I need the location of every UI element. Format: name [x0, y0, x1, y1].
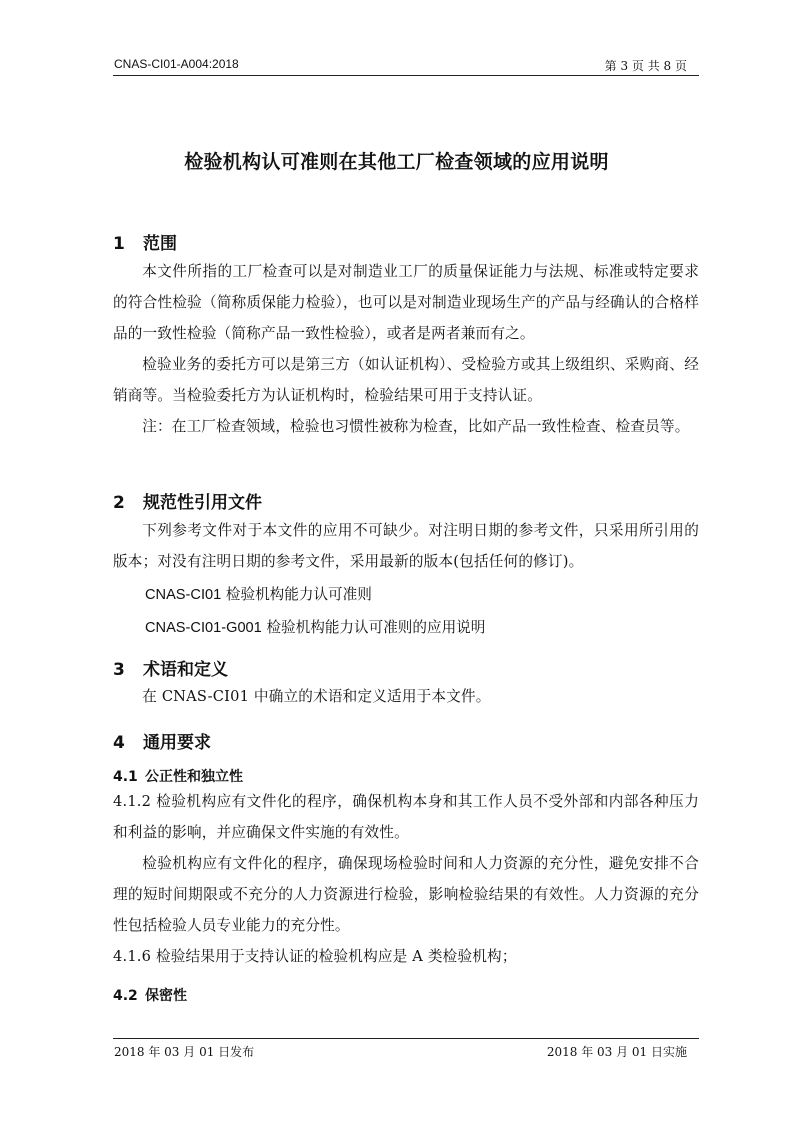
page-number: 第 3 页 共 8 页	[604, 59, 687, 73]
header-divider	[113, 75, 699, 76]
clause-4-1-2: 4.1.2 检验机构应有文件化的程序，确保机构本身和其工作人员不受外部和内部各种压力和利益的影响，并应确保文件实施的有效性。	[113, 793, 699, 841]
reference-code: CNAS-CI01-G001	[145, 620, 262, 636]
section-number: 4	[113, 733, 125, 753]
section-3-paragraph-1: 在 CNAS-CI01 中确立的术语和定义适用于本文件。	[142, 688, 491, 705]
subsection-title: 保密性	[145, 988, 187, 1004]
reference-1	[145, 583, 372, 604]
footer-divider	[113, 1038, 699, 1039]
section-1-paragraph-1: 本文件所指的工厂检查可以是对制造业工厂的质量保证能力与法规、标准或特定要求的符合性检验（简称质保能力检验），也可以是对制造业现场生产的产品与经确认的合格样品的一致性检验（简称产品一致性检验），或者是两者兼而有之。	[113, 263, 699, 342]
subsection-number: 4.2	[113, 988, 138, 1004]
reference-code: CNAS-CI01	[145, 587, 222, 603]
reference-title: 检验机构能力认可准则的应用说明	[266, 619, 486, 636]
implementation-date: 2018 年 03 月 01 日实施	[546, 1045, 687, 1059]
subsection-4-2-heading	[113, 985, 187, 1005]
subsection-number: 4.1	[113, 769, 138, 785]
clause-4-1-2-paragraph-2: 检验机构应有文件化的程序，确保现场检验时间和人力资源的充分性，避免安排不合理的短时间期限或不充分的人力资源进行检验，影响检验结果的有效性。人力资源的充分性包括检验人员专业能力的充分性。	[113, 855, 699, 934]
section-number: 3	[113, 660, 125, 680]
clause-4-1-6: 4.1.6 检验结果用于支持认证的检验机构应是 A 类检验机构；	[113, 948, 517, 965]
subsection-title: 公正性和独立性	[145, 769, 243, 785]
document-code: CNAS-CI01-A004:2018	[114, 57, 239, 71]
reference-title: 检验机构能力认可准则	[225, 586, 372, 603]
section-title: 规范性引用文件	[143, 493, 262, 513]
section-title: 通用要求	[143, 733, 211, 753]
section-1-paragraph-2: 检验业务的委托方可以是第三方（如认证机构）、受检验方或其上级组织、采购商、经销商等。当检验委托方为认证机构时，检验结果可用于支持认证。	[113, 356, 699, 404]
issue-date: 2018 年 03 月 01 日发布	[114, 1045, 255, 1059]
reference-2	[145, 616, 485, 637]
section-2-paragraph-1: 下列参考文件对于本文件的应用不可缺少。对注明日期的参考文件，只采用所引用的版本；对没有注明日期的参考文件，采用最新的版本(包括任何的修订)。	[113, 522, 699, 570]
subsection-4-1-heading	[113, 766, 243, 786]
section-title: 术语和定义	[143, 660, 228, 680]
section-2-heading	[113, 488, 262, 513]
section-4-heading	[113, 728, 211, 753]
section-1-note: 注：在工厂检查领域，检验也习惯性被称为检查，比如产品一致性检查、检查员等。	[142, 418, 690, 435]
section-number: 2	[113, 493, 125, 513]
section-1-heading	[113, 229, 177, 254]
section-number: 1	[113, 234, 125, 254]
section-3-heading	[113, 655, 228, 680]
section-title: 范围	[143, 234, 177, 254]
document-title: 检验机构认可准则在其他工厂检查领域的应用说明	[184, 151, 609, 173]
